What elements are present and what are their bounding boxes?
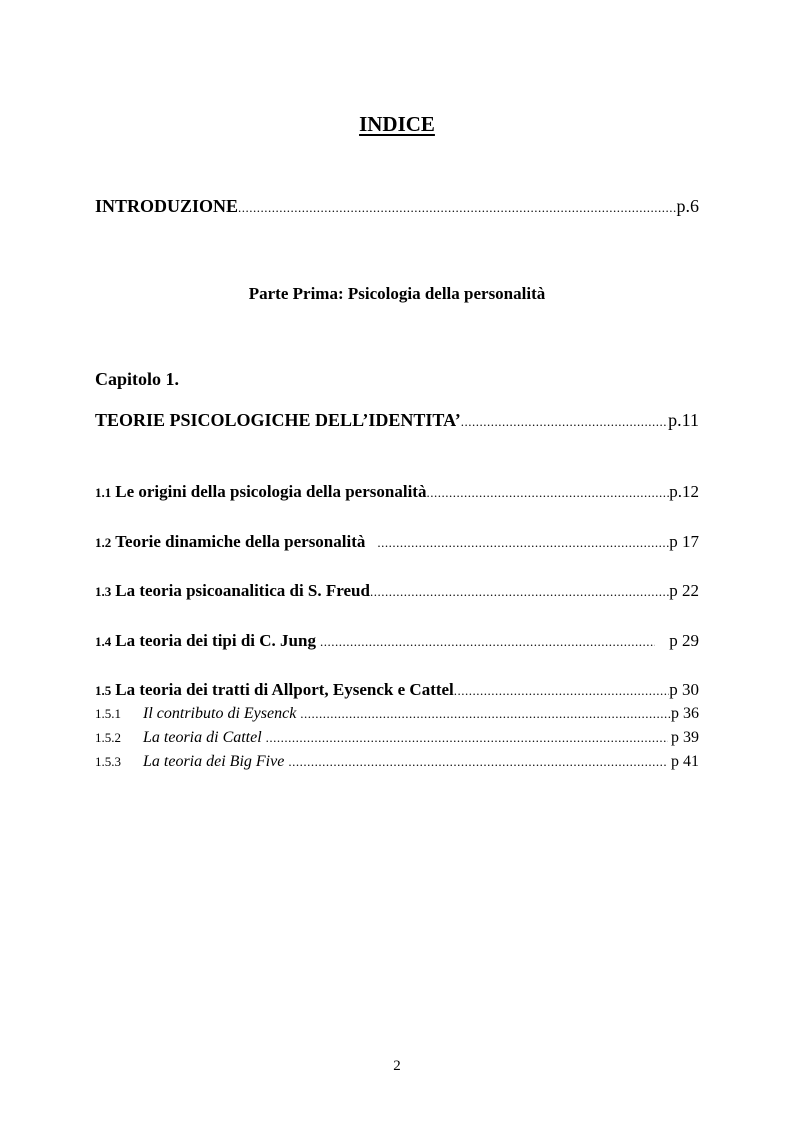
footer-page-number: 2 (393, 1058, 401, 1074)
toc-entry-page: p 17 (669, 532, 699, 551)
section-number: 1.3 (95, 584, 112, 599)
dot-leader (266, 729, 668, 747)
subsection-number: 1.5.1 (95, 706, 121, 721)
toc-entry-subsection-1-5-2 (95, 729, 699, 747)
chapter-label: Capitolo 1. (95, 369, 180, 389)
toc-entry-label: Il contributo di Eysenck (143, 705, 297, 722)
toc-entry-page: p.12 (669, 482, 699, 501)
toc-entry-page: p.11 (668, 410, 699, 430)
toc-entry-page: p 41 (671, 753, 699, 770)
section-number: 1.4 (95, 634, 112, 649)
dot-leader (426, 482, 669, 502)
toc-entry-label: La teoria dei Big Five (143, 753, 285, 770)
toc-entry-section-1-4 (95, 631, 699, 651)
toc-entry-section-1-1 (95, 482, 699, 502)
toc-entry-page: p 29 (669, 631, 699, 650)
dot-leader (288, 753, 668, 771)
section-number: 1.2 (95, 535, 112, 550)
dot-leader (238, 196, 676, 217)
dot-leader (320, 631, 655, 651)
toc-entry-introduction (95, 196, 699, 217)
toc-entry-label: TEORIE PSICOLOGICHE DELL’IDENTITA’ (95, 410, 461, 430)
toc-entry-label: La teoria dei tratti di Allport, Eysenck e Cattel (115, 680, 454, 699)
toc-entry-subsection-1-5-1 (95, 705, 699, 723)
toc-entry-label: La teoria dei tipi di C. Jung (115, 631, 316, 650)
dot-leader (461, 410, 668, 431)
page-title: INDICE (359, 112, 435, 136)
toc-entry-label: Le origini della psicologia della personalità (115, 482, 427, 501)
toc-entry-page: p 39 (671, 729, 699, 746)
toc-entry-page: p.6 (676, 196, 699, 216)
subsection-number: 1.5.3 (95, 754, 121, 769)
toc-entry-label: La teoria di Cattel (143, 729, 262, 746)
toc-entry-page: p 36 (671, 705, 699, 722)
subsection-number: 1.5.2 (95, 730, 121, 745)
dot-leader (377, 532, 669, 552)
toc-entry-page: p 22 (669, 581, 699, 600)
toc-entry-page: p 30 (669, 680, 699, 699)
toc-entry-chapter-1 (95, 410, 699, 431)
toc-entry-section-1-2 (95, 532, 699, 552)
toc-entry-label: Teorie dinamiche della personalità (115, 532, 366, 551)
dot-leader (370, 581, 669, 601)
section-number: 1.5 (95, 683, 112, 698)
toc-entry-subsection-1-5-3 (95, 753, 699, 771)
dot-leader (300, 705, 671, 723)
toc-entry-label: INTRODUZIONE (95, 196, 239, 216)
toc-entry-label: La teoria psicoanalitica di S. Freud (115, 581, 370, 600)
toc-entry-section-1-5 (95, 680, 699, 700)
dot-leader (454, 680, 669, 700)
part-heading: Parte Prima: Psicologia della personalità (248, 284, 546, 303)
toc-entry-section-1-3 (95, 581, 699, 601)
section-number: 1.1 (95, 485, 112, 500)
